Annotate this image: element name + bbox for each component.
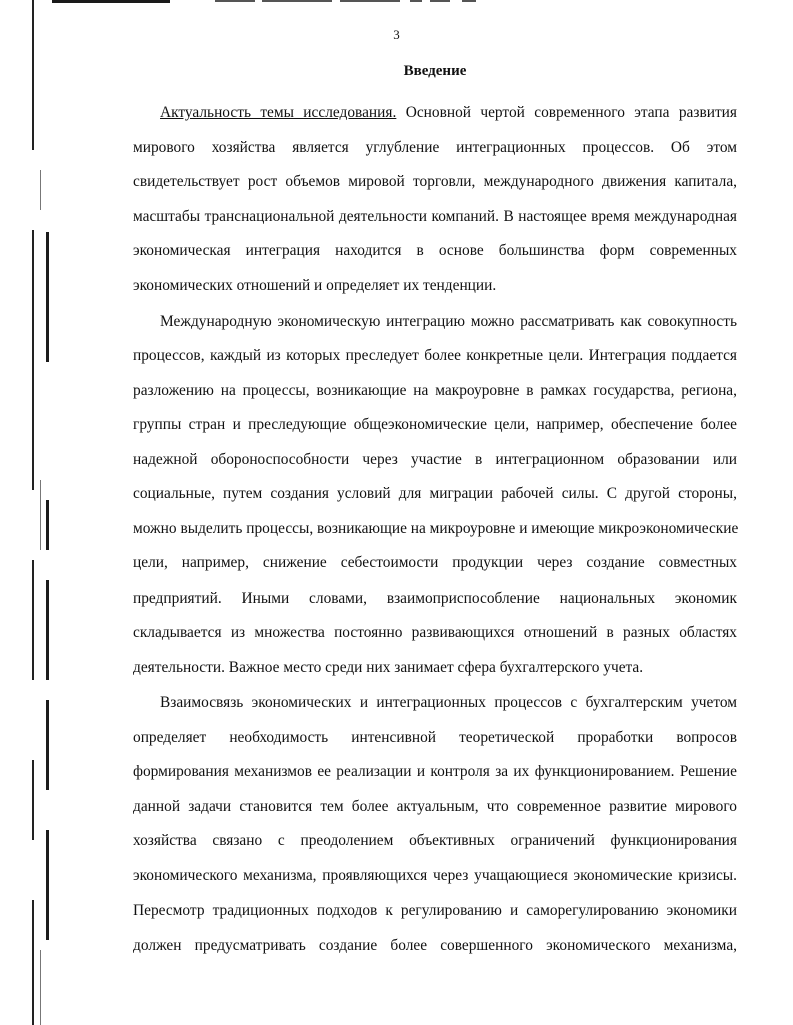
text-line: предприятий. Иными словами, взаимоприспособление национальных экономик [133,590,737,607]
text-line: данной задачи становится тем более актуальным, что современное развитие мирового [133,798,737,815]
text-line: разложению на процессы, возникающие на макроуровне в рамках государства, региона, [133,382,737,399]
text-line: экономического механизма, проявляющихся через учащающиеся экономические кризисы. [133,867,737,884]
text-line: экономических отношений и определяет их тенденции. [133,277,497,294]
scan-artifact-left-line [32,900,34,1025]
scan-artifact-left-faint [40,950,41,1025]
text-line: цели, например, снижение себестоимости продукции через создание совместных [133,554,737,571]
text-line: Международную экономическую интеграцию можно рассматривать как совокупность [160,313,737,330]
scan-artifact-left-bar [46,500,49,550]
scan-artifact-top-dash [262,0,332,2]
scan-artifact-left-bar [46,830,49,940]
topic-relevance-label: Актуальность темы исследования. [160,104,397,121]
text-line: складывается из множества постоянно развивающихся отношений в разных областях [133,624,737,641]
text-line: определяет необходимость интенсивной теоретической проработки вопросов [133,729,737,746]
scan-artifact-top-dash [430,0,450,2]
scan-artifact-top-dash [462,0,476,2]
scan-artifact-left-line [32,230,34,490]
page-number: 3 [393,27,400,42]
text-line: надежной обороноспособности через участие в интеграционном образовании или [133,451,737,468]
text-line: формирования механизмов ее реализации и контроля за их функционированием. Решение [133,763,737,780]
text-line: должен предусматривать создание более совершенного экономического механизма, [133,937,737,954]
text-line: масштабы транснациональной деятельности компаний. В настоящее время международная [133,208,737,225]
scan-artifact-left-bar [46,580,49,680]
text-line: группы стран и преследующие общеэкономические цели, например, обеспечение более [133,416,737,433]
scan-artifact-left-line [32,760,34,840]
text-line-rest: Основной чертой современного этапа развития [396,104,737,121]
text-line: экономическая интеграция находится в основе большинства форм современных [133,242,737,259]
scan-artifact-top-dash [215,0,255,2]
scan-artifact-left-bar [46,232,49,362]
scan-artifact-left-faint [40,480,41,550]
text-line: Взаимосвязь экономических и интеграционных процессов с бухгалтерским учетом [160,694,737,711]
text-line: мирового хозяйства является углубление интеграционных процессов. Об этом [133,139,737,156]
scan-artifact-top-dash [340,0,400,2]
scan-artifact-top-dash [410,0,422,2]
text-line: социальные, путем создания условий для миграции рабочей силы. С другой стороны, [133,485,737,502]
scan-artifact-left-faint [40,170,41,210]
text-line: Пересмотр традиционных подходов к регулированию и саморегулированию экономики [133,902,737,919]
scan-artifact-top-bar [52,0,170,3]
text-line: свидетельствует рост объемов мировой торговли, международного движения капитала, [133,173,737,190]
text-line: деятельности. Важное место среди них занимает сфера бухгалтерского учета. [133,659,644,676]
section-heading: Введение [403,63,467,79]
text-line [160,103,737,123]
scan-artifact-left-line [32,560,34,680]
text-line: процессов, каждый из которых преследует более конкретные цели. Интеграция поддается [133,347,737,364]
text-line: хозяйства связано с преодолением объективных ограничений функционирования [133,832,737,849]
scan-artifact-left-bar [46,700,49,790]
text-line: можно выделить процессы, возникающие на микроуровне и имеющие микроэкономические [133,520,739,537]
